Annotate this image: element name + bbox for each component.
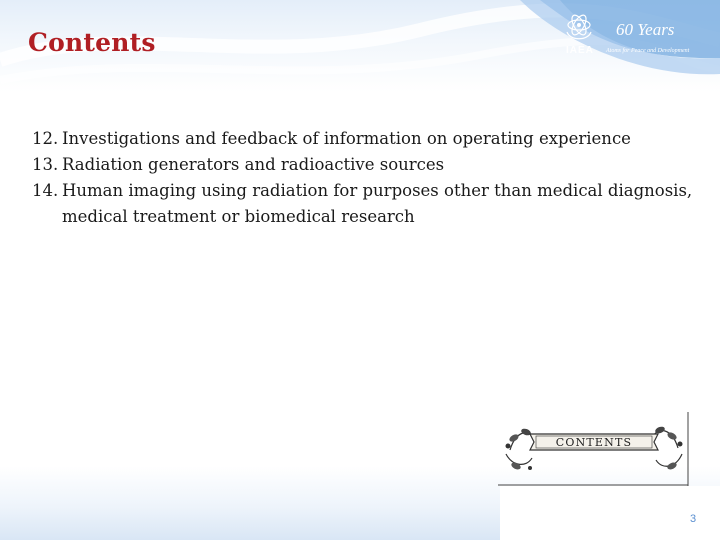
list-item <box>32 178 712 230</box>
logo-tagline: Atoms for Peace and Development <box>606 48 690 54</box>
contents-list <box>32 126 712 230</box>
logo-org-name: IAEA <box>566 45 594 56</box>
atom-emblem-icon <box>564 10 594 44</box>
iaea-logo <box>560 8 710 58</box>
logo-anniversary: 60 Years <box>616 20 675 39</box>
list-item-text: Investigations and feedback of information on operating experience <box>62 129 631 148</box>
list-item <box>32 152 712 178</box>
list-item <box>32 126 712 152</box>
contents-banner-illustration <box>496 410 692 486</box>
page-number: 3 <box>690 513 697 525</box>
footer-right-panel <box>500 486 720 540</box>
list-item-number: 14. <box>32 181 59 200</box>
list-item-text: Radiation generators and radioactive sources <box>62 155 445 174</box>
contents-banner-text: CONTENTS <box>555 436 633 449</box>
slide-title: Contents <box>28 28 156 57</box>
list-item-number: 13. <box>32 155 59 174</box>
list-item-text: Human imaging using radiation for purposes other than medical diagnosis, medical treatment or biomedical research <box>62 181 693 226</box>
list-item-number: 12. <box>32 129 59 148</box>
